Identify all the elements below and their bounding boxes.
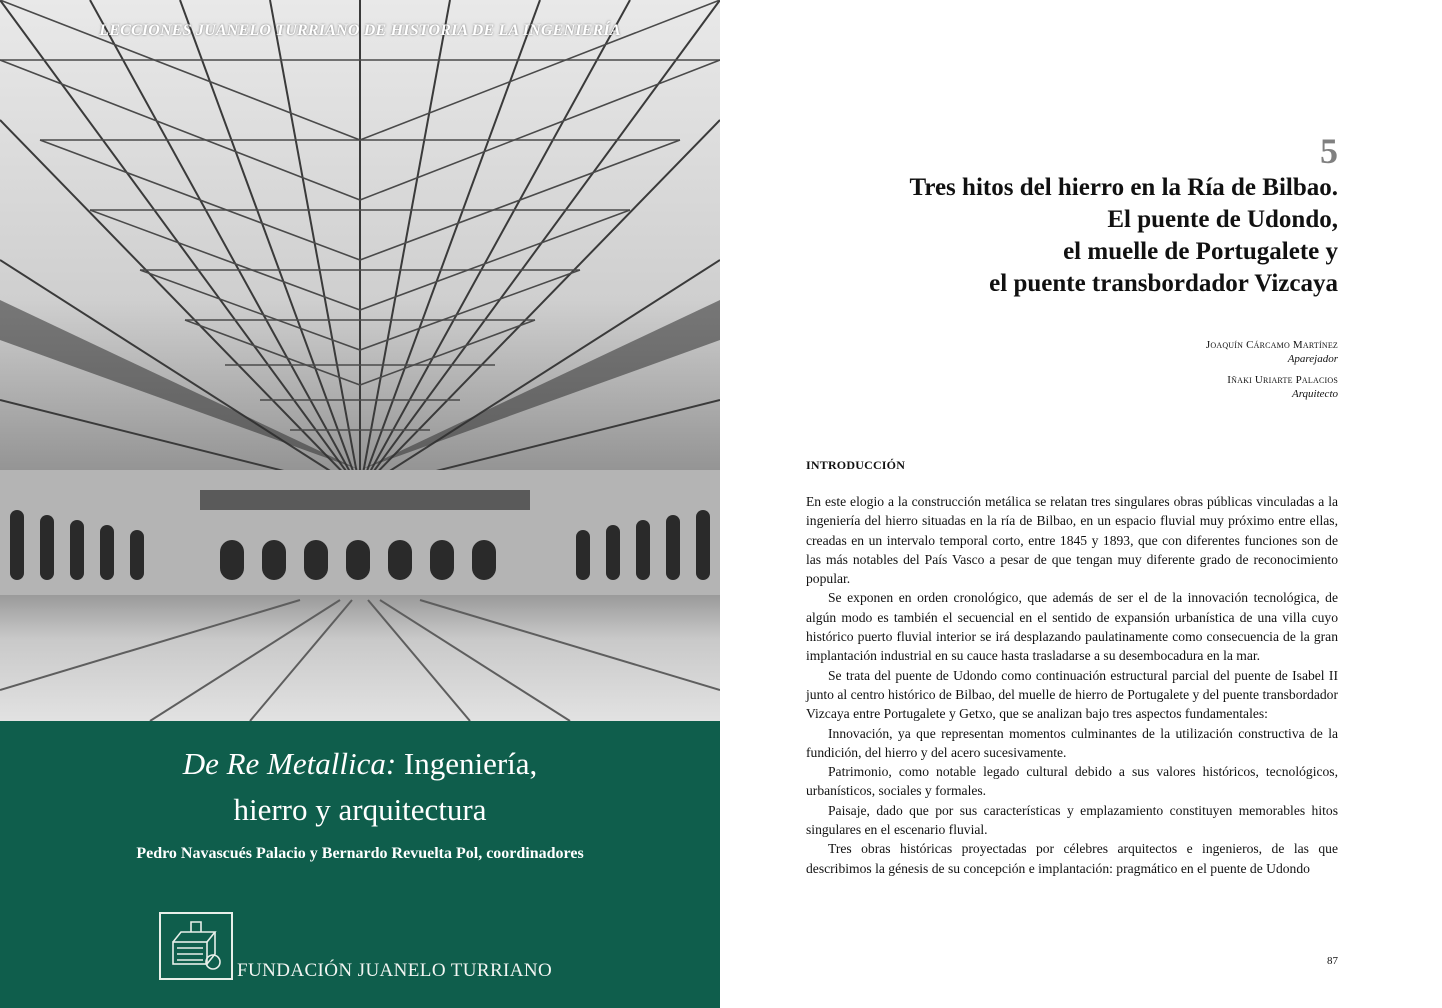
section-heading: INTRODUCCIÓN bbox=[806, 458, 906, 472]
book-title-rest: Ingeniería, bbox=[396, 746, 538, 781]
foundation-logo-icon bbox=[159, 912, 233, 980]
chapter-title bbox=[778, 172, 1338, 300]
chapter-title-line: el muelle de Portugalete y bbox=[1063, 238, 1338, 265]
publisher-name: FUNDACIÓN JUANELO TURRIANO bbox=[237, 960, 553, 981]
chapter-title-line: El puente de Udondo, bbox=[1107, 206, 1338, 233]
book-cover bbox=[0, 0, 720, 1008]
author-1 bbox=[1206, 338, 1338, 366]
article-page bbox=[720, 0, 1442, 1008]
chapter-title-line: Tres hitos del hierro en la Ría de Bilbao. bbox=[909, 174, 1338, 201]
paragraph: Innovación, ya que representan momentos culminantes de la utilización constructiva de la fundición, del hierro y del acero sucesivamente. bbox=[806, 725, 1338, 760]
author-role: Arquitecto bbox=[1291, 388, 1338, 400]
book-title bbox=[0, 741, 720, 833]
author-role: Aparejador bbox=[1287, 353, 1338, 365]
paragraph: En este elogio a la construcción metálica se relatan tres singulares obras públicas vinculadas a la ingeniería del hierro situadas en la ría de Bilbao, en un espacio fluvial muy próximo entre ellas, creadas en un intervalo temporal corto, entre 1845 y 1893, que con diferentes funciones son de las más notables del País Vasco a pesar de que tengan muy diferente grado de reconocimiento popular. bbox=[806, 494, 1338, 587]
paragraph: Patrimonio, como notable legado cultural debido a sus valores históricos, tecnológicos, urbanísticos, sociales y formales. bbox=[806, 764, 1338, 799]
page-number: 87 bbox=[1327, 955, 1338, 967]
author-name: Iñaki Uriarte Palacios bbox=[1227, 374, 1338, 386]
paragraph: Se trata del puente de Udondo como continuación estructural parcial del puente de Isabel II junto al centro histórico de Bilbao, del muelle de hierro de Portugalete y del puente transbordador Vizcaya entre Portugalete y Getxo, que se analizan bajo tres aspectos fundamentales: bbox=[806, 667, 1338, 722]
paragraph: Paisaje, dado que por sus características y emplazamiento constituyen memorables hitos singulares en el escenario fluvial. bbox=[806, 802, 1338, 838]
author-2 bbox=[1227, 373, 1338, 401]
book-authors: Pedro Navascués Palacio y Bernardo Revuelta Pol, coordinadores bbox=[136, 845, 584, 862]
cover-title-band bbox=[0, 721, 720, 1008]
paragraph: Se exponen en orden cronológico, que además de ser el de la innovación tecnológica, de algún modo es también el secuencial en el sentido de expansión urbanística de una villa cuyo histórico puerto fluvial interior se irá desplazando paulatinamente como consecuencia de la gran implantación industrial en su cauce hasta trasladarse a su desembocadura en la mar. bbox=[806, 590, 1338, 664]
chapter-title-line: el puente transbordador Vizcaya bbox=[989, 270, 1338, 297]
railway-station-hall-photo bbox=[0, 0, 720, 721]
article-body bbox=[806, 492, 1338, 878]
paragraph: Tres obras históricas proyectadas por célebres arquitectos e ingenieros, de las que describimos la génesis de su concepción e implantación: pragmático en el puente de Udondo bbox=[806, 841, 1338, 876]
series-title: LECCIONES JUANELO TURRIANO DE HISTORIA DE LA INGENIERÍA bbox=[99, 22, 621, 39]
author-name: Joaquín Cárcamo Martínez bbox=[1205, 339, 1338, 351]
book-title-line-2: hierro y arquitectura bbox=[233, 792, 487, 827]
chapter-number: 5 bbox=[1320, 131, 1338, 171]
book-title-italic: De Re Metallica: bbox=[182, 746, 397, 781]
